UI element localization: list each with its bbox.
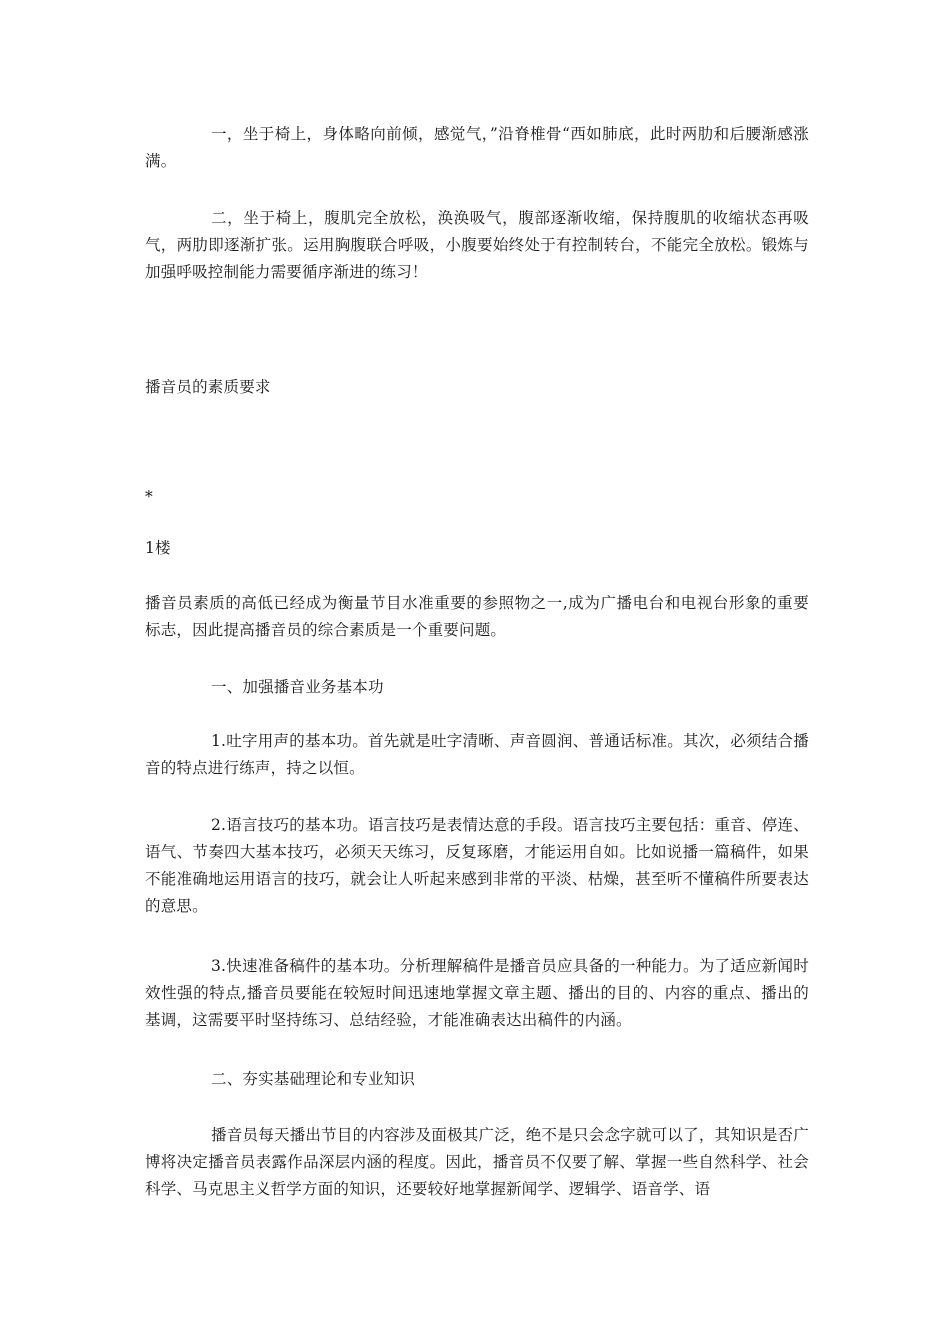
asterisk-marker: * [145,488,153,506]
paragraph-breathing-step-2: 二，坐于椅上，腹肌完全放松，涣涣吸气，腹部逐渐收缩，保持腹肌的收缩状态再吸气，两肋即逐渐扩张。运用胸腹联合呼吸，小腹要始终处于有控制转台，不能完全放松。锻炼与加强呼吸控制能力需要循序渐进的练习！ [145,209,809,281]
section-heading-announcer-qualities: 播音员的素质要求 [145,378,271,396]
paragraph-breathing-step-1: 一，坐于椅上，身体略向前倾，感觉气，”沿脊椎骨“西如肺底，此时两肋和后腰渐感涨满。 [145,125,809,170]
paragraph-skill-1: 1.吐字用声的基本功。首先就是吐字清晰、声音圆润、普通话标准。其次，必须结合播音的特点进行练声，持之以恒。 [145,732,809,777]
paragraph-knowledge: 播音员每天播出节目的内容涉及面极其广泛，绝不是只会念字就可以了，其知识是否广博将决定播音员表露作品深层内涵的程度。因此，播音员不仅要了解、掌握一些自然科学、社会科学、马克思主义哲学方面的知识，还要较好地掌握新闻学、逻辑学、语音学、语 [145,1126,809,1198]
paragraph-skill-2: 2.语言技巧的基本功。语言技巧是表情达意的手段。语言技巧主要包括：重音、停连、语气、节奏四大基本技巧，必须天天练习，反复琢磨，才能运用自如。比如说播一篇稿件，如果不能准确地运用语言的技巧，就会让人听起来感到非常的平淡、枯燥，甚至听不懂稿件所要表达的意思。 [145,816,809,915]
paragraph-skill-3: 3.快速准备稿件的基本功。分析理解稿件是播音员应具备的一种能力。为了适应新闻时效性强的特点,播音员要能在较短时间迅速地掌握文章主题、播出的目的、内容的重点、播出的基调，这需要平时坚持练习、总结经验，才能准确表达出稿件的内涵。 [145,957,809,1029]
heading-theory-knowledge: 二、夯实基础理论和专业知识 [211,1070,416,1088]
heading-basic-skills: 一、加强播音业务基本功 [211,678,384,696]
floor-label: 1楼 [145,539,171,557]
paragraph-intro: 播音员素质的高低已经成为衡量节目水准重要的参照物之一,成为广播电台和电视台形象的重要标志，因此提高播音员的综合素质是一个重要问题。 [145,594,809,639]
